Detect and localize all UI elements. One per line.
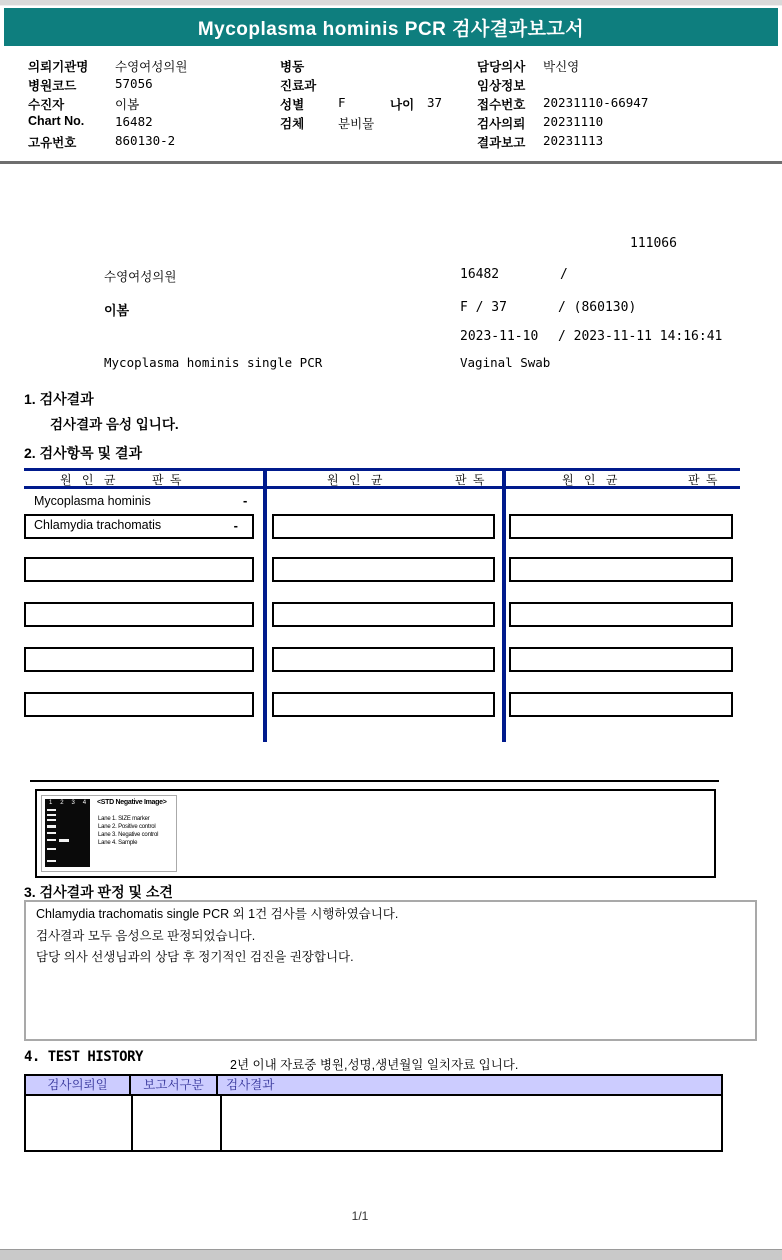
field-value-receipt-no: 20231110-66947 (543, 95, 649, 110)
summary-specimen: Vaginal Swab (460, 355, 551, 370)
field-value-sex: F (338, 95, 346, 110)
empty-result-box (509, 514, 733, 539)
col-header-reading-3: 판 독 (688, 473, 718, 487)
result-row-value: - (233, 518, 238, 533)
gel-lane-desc: Lane 2. Positive control (98, 824, 156, 830)
field-label-specimen: 검체 (280, 117, 305, 131)
empty-result-box (272, 557, 495, 582)
field-label-unique-no: 고유번호 (28, 136, 77, 150)
lane-number: 4 (82, 800, 87, 806)
summary-request-date: 2023-11-10 (460, 329, 539, 344)
field-value-unique-no: 860130-2 (115, 133, 176, 148)
field-label-dept: 진료과 (280, 79, 317, 93)
empty-result-box (24, 602, 254, 627)
summary-barcode-no: 111066 (630, 236, 677, 251)
col-header-reading-1: 판 독 (152, 473, 182, 487)
gel-electrophoresis-image (45, 799, 90, 867)
col-header-pathogen-1: 원 인 균 (60, 473, 116, 487)
gel-band (47, 809, 56, 811)
field-value-specimen: 분비물 (338, 117, 375, 131)
summary-report-datetime: / 2023-11-11 14:16:41 (558, 329, 723, 344)
comment-line: 검사결과 모두 음성으로 판정되었습니다. (36, 928, 256, 943)
section1-heading: 1. 검사결과 (24, 391, 94, 407)
section4-heading: 4. TEST HISTORY (24, 1049, 143, 1065)
field-value-request-date: 20231110 (543, 114, 604, 129)
field-label-receipt-no: 접수번호 (477, 98, 526, 112)
field-label-ward: 병동 (280, 60, 305, 74)
empty-result-box (272, 692, 495, 717)
field-label-patient: 수진자 (28, 98, 65, 112)
summary-patient-name: 이봄 (104, 303, 130, 318)
lane-number: 1 (48, 800, 53, 806)
field-value-hospital-code: 57056 (115, 76, 153, 91)
summary-sex-age: F / 37 (460, 300, 507, 315)
empty-result-box (24, 692, 254, 717)
top-strip (0, 0, 782, 6)
history-divider (131, 1096, 133, 1150)
report-title-bar (4, 8, 778, 46)
field-label-report-date: 결과보고 (477, 136, 526, 150)
gel-band (47, 819, 56, 821)
comment-line: Chlamydia trachomatis single PCR 외 1건 검사를 시행하였습니다. (36, 907, 399, 921)
table-divider-2 (502, 468, 506, 742)
field-label-age: 나이 (390, 98, 415, 112)
results-table (24, 468, 740, 742)
result-row-name: Mycoplasma hominis (34, 494, 151, 508)
empty-result-box (272, 647, 495, 672)
result-row-box (24, 514, 254, 539)
lane-number: 2 (60, 800, 64, 806)
gel-band (47, 825, 56, 828)
gel-band (47, 839, 56, 841)
empty-result-box (272, 514, 495, 539)
col-header-pathogen-2: 원 인 균 (327, 473, 383, 487)
field-label-sex: 성별 (280, 98, 305, 112)
section3-heading: 3. 검사결과 판정 및 소견 (24, 884, 173, 900)
comment-box (24, 900, 757, 1041)
summary-birth: / (860130) (558, 300, 637, 315)
col-header-reading-2: 판 독 (455, 473, 485, 487)
gel-band (47, 814, 56, 816)
empty-result-box (509, 647, 733, 672)
section2-heading: 2. 검사항목 및 결과 (24, 445, 143, 461)
field-value-chart-no: 16482 (115, 114, 153, 129)
gel-section-rule (30, 780, 719, 782)
field-value-doctor: 박신영 (543, 60, 580, 74)
empty-result-box (24, 557, 254, 582)
empty-result-box (509, 602, 733, 627)
page-number: 1/1 (351, 1209, 369, 1223)
field-label-doctor: 담당의사 (477, 60, 526, 74)
history-divider (220, 1096, 222, 1150)
field-value-age: 37 (427, 95, 443, 110)
gel-band (47, 848, 56, 850)
summary-chart-slash: / (560, 267, 568, 282)
field-value-report-date: 20231113 (543, 133, 604, 148)
empty-result-box (509, 692, 733, 717)
field-label-chart-no: Chart No. (28, 114, 85, 128)
field-label-request-date: 검사의뢰 (477, 117, 526, 131)
result-row-name: Chlamydia trachomatis (34, 518, 162, 532)
history-col-result: 검사결과 (226, 1078, 275, 1092)
table-divider-1 (263, 468, 267, 742)
history-col-report-type: 보고서구분 (131, 1076, 218, 1094)
report-title: Mycoplasma hominis PCR 검사결과보고서 (197, 18, 585, 40)
field-label-clinic: 의뢰기관명 (28, 60, 89, 74)
field-value-patient: 이봄 (115, 98, 140, 112)
gel-band (47, 832, 56, 834)
comment-line: 담당 의사 선생님과의 상담 후 정기적인 검진을 권장합니다. (36, 950, 354, 964)
col-header-pathogen-3: 원 인 균 (562, 473, 618, 487)
history-table-header (24, 1074, 723, 1096)
empty-result-box (24, 647, 254, 672)
result-row-value: - (243, 493, 248, 508)
gel-band-positive-control (59, 839, 69, 842)
field-value-clinic: 수영여성의원 (115, 60, 188, 74)
field-label-hospital-code: 병원코드 (28, 79, 77, 93)
lane-number: 3 (71, 800, 75, 806)
gel-lane-desc: Lane 4. Sample (98, 840, 138, 846)
header-divider (0, 161, 782, 164)
gel-band (47, 860, 56, 862)
gel-lane-desc: Lane 1. SIZE marker (98, 816, 150, 822)
summary-hospital: 수영여성의원 (104, 270, 177, 284)
section4-note: 2년 이내 자료중 병원,성명,생년월일 일치자료 입니다. (230, 1058, 519, 1072)
field-label-clinical-info: 임상정보 (477, 79, 526, 93)
gel-lane-desc: Lane 3. Negative control (98, 832, 159, 838)
empty-result-box (272, 602, 495, 627)
gel-caption-title: <STD Negative Image> (97, 799, 167, 806)
bottom-strip (0, 1249, 782, 1260)
section1-result-text: 검사결과 음성 입니다. (50, 417, 179, 432)
summary-test-name: Mycoplasma hominis single PCR (104, 355, 323, 370)
history-table-body (24, 1096, 723, 1152)
history-col-request-date: 검사의뢰일 (26, 1076, 131, 1094)
summary-chart-no: 16482 (460, 267, 500, 282)
empty-result-box (509, 557, 733, 582)
gel-lane-legend (98, 815, 158, 847)
gel-lane-numbers (45, 800, 90, 807)
